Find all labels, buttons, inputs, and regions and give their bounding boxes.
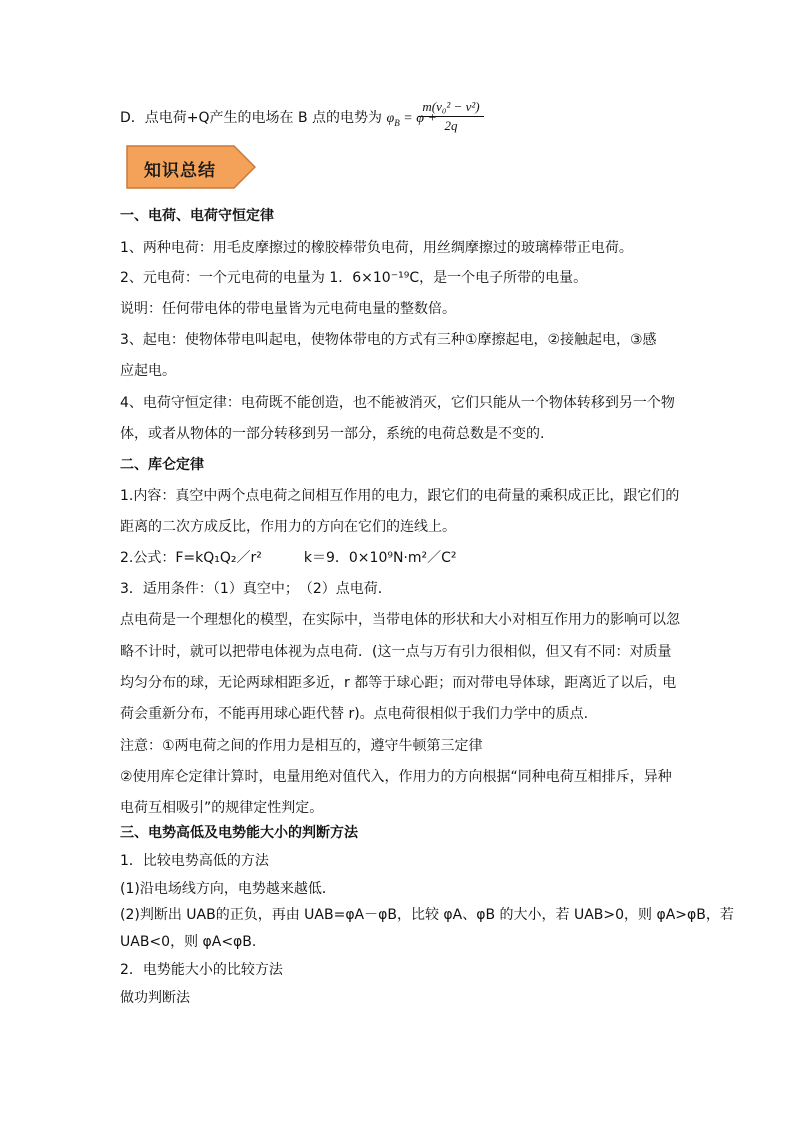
phi-b-symbol: $\varphi_B$ <box>386 111 400 128</box>
section-1-title: 一、电荷、电荷守恒定律 <box>120 208 274 224</box>
s2-paragraph-1b: 距离的二次方成反比，作用力的方向在它们的连线上。 <box>120 519 456 535</box>
s2-formula: 2.公式：F=kQ₁Q₂／r² k＝9．0×10⁹N·m²／C² <box>120 550 457 566</box>
s1-paragraph-5a: 4、电荷守恒定律：电荷既不能创造，也不能被消灭，它们只能从一个物体转移到另一个物 <box>120 395 675 411</box>
s3-paragraph-3a: (2)判断出 UAB的正负，再由 UAB=φA－φB，比较 φA、φB 的大小，若 UAB>0，则 φA>φB，若 <box>120 907 734 923</box>
s2-paragraph-4a: 点电荷是一个理想化的模型，在实际中，当带电体的形状和大小对相互作用力的影响可以忽 <box>120 612 680 628</box>
fraction-numerator: m(v₀² − v²) <box>418 98 484 117</box>
section-2-title: 二、库仑定律 <box>120 457 204 473</box>
s3-paragraph-5: 做功判断法 <box>120 990 190 1006</box>
section-3-title: 三、电势高低及电势能大小的判断方法 <box>120 825 358 841</box>
fraction-denominator: 2q <box>444 118 458 133</box>
s2-paragraph-4b: 略不计时，就可以把带电体视为点电荷．(这一点与万有引力很相似，但又有不同：对质量 <box>120 644 672 660</box>
s1-paragraph-1: 1、两种电荷：用毛皮摩擦过的橡胶棒带负电荷，用丝绸摩擦过的玻璃棒带正电荷。 <box>120 240 633 256</box>
s3-paragraph-4: 2．电势能大小的比较方法 <box>120 962 283 978</box>
s2-conditions: 3．适用条件：（1）真空中； （2）点电荷． <box>120 581 392 597</box>
s3-paragraph-1: 1．比较电势高低的方法 <box>120 853 269 869</box>
s2-note-2a: ②使用库仑定律计算时，电量用绝对值代入，作用力的方向根据“同种电荷互相排斥，异种 <box>120 769 672 785</box>
s3-paragraph-2: (1)沿电场线方向，电势越来越低． <box>120 881 336 897</box>
s1-paragraph-4b: 应起电。 <box>120 363 176 379</box>
s2-paragraph-4c: 均匀分布的球，无论两球相距多近，r 都等于球心距；而对带电导体球，距离近了以后，电 <box>120 675 677 691</box>
s2-paragraph-4d: 荷会重新分布，不能再用球心距代替 r)。点电荷很相似于我们力学中的质点. <box>120 706 589 722</box>
s2-paragraph-1a: 1.内容：真空中两个点电荷之间相互作用的电力，跟它们的电荷量的乘积成正比，跟它们的 <box>120 488 680 504</box>
s1-paragraph-3: 说明：任何带电体的带电量皆为元电荷电量的整数倍。 <box>120 301 456 317</box>
s1-paragraph-2: 2、元电荷：一个元电荷的电量为 1．6×10⁻¹⁹C，是一个电子所带的电量。 <box>120 270 588 286</box>
s2-note-1: 注意：①两电荷之间的作用力是相互的，遵守牛顿第三定律 <box>120 738 483 754</box>
s1-paragraph-4a: 3、起电：使物体带电叫起电，使物体带电的方式有三种①摩擦起电，②接触起电，③感 <box>120 332 657 348</box>
banner-label: 知识总结 <box>144 161 216 181</box>
equals-phi: = φ + <box>399 111 437 126</box>
s1-paragraph-5b: 体，或者从物体的一部分转移到另一部分，系统的电荷总数是不变的. <box>120 426 545 442</box>
fraction <box>418 98 484 135</box>
option-d-prefix: D．点电荷+Q产生的电场在 B 点的电势为 <box>120 110 383 126</box>
s2-note-2b: 电荷互相吸引”的规律定性判定。 <box>120 800 324 816</box>
s3-paragraph-3b: UAB<0，则 φA<φB. <box>120 934 257 950</box>
option-d <box>120 108 437 133</box>
